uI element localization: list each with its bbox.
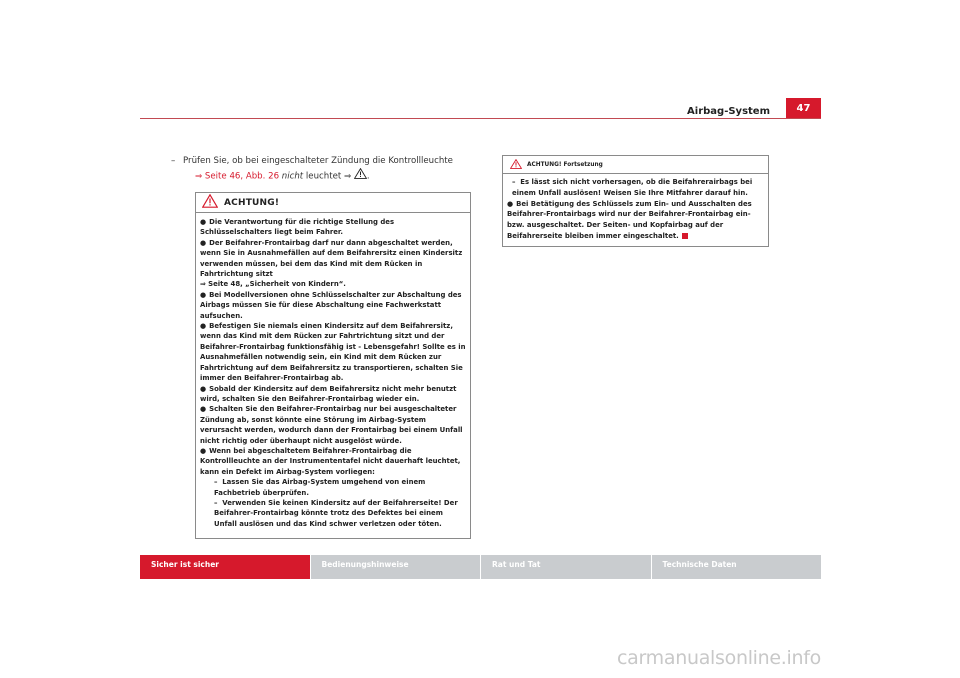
warning-box (195, 192, 471, 539)
footer-tab-technische-daten[interactable]: Technische Daten (652, 555, 822, 579)
intro-emphasis: nicht (281, 171, 304, 182)
warning-box-header (196, 193, 470, 212)
intro-dash: – (171, 156, 176, 166)
warning-subitem: – Lassen Sie das Airbag-System umgehend von einem Fachbetrieb überprüfen. (214, 478, 426, 497)
warning-item: ● Befestigen Sie niemals einen Kindersitz auf dem Beifahrersitz, wenn das Kind mit dem Rücken zur Fahrtrichtung sitzt und der Beifahrer-Frontairbag funktionsfähig ist - Lebensgefahr! Sollte es in Ausnahmefällen notwendig sein, ein Kind mit dem Rücken zur Fahrtrichtung auf dem Beifahrersitz zu transportieren, schalten Sie immer den Beifahrer-Frontairbag ab. (200, 322, 466, 383)
warning-item: ● Sobald der Kindersitz auf dem Beifahrersitz nicht mehr benutzt wird, schalten Sie den Beifahrer-Frontairbag wieder ein. (200, 384, 457, 403)
warning-triangle-icon (202, 194, 218, 211)
warning-item: ● Wenn bei abgeschaltetem Beifahrer-Frontairbag die Kontrollleuchte an der Instrumententafel nicht dauerhaft leuchtet, kann ein Defekt im Airbag-System vorliegen: (200, 446, 461, 476)
intro-end: . (366, 171, 370, 182)
warning-subitem: – Verwenden Sie keinen Kindersitz auf der Beifahrerseite! Der Beifahrer-Frontairbag könnte trotz des Defektes bei einem Unfall auslösen und das Kind schwer verletzen oder töten. (214, 498, 458, 528)
page-reference-link[interactable]: ⇒ Seite 46, Abb. 26 (195, 171, 280, 182)
page-number: 47 (786, 98, 821, 118)
header-rule (140, 118, 821, 119)
continuation-item: ● Bei Betätigung des Schlüssels zum Ein- und Ausschalten des Beifahrer-Frontairbags wird nur der Beifahrer-Frontairbag ein- bzw. ausgeschaltet. Der Seiten- und Kopfairbag auf der Beifahrerseite bleiben immer eingeschaltet. (507, 199, 752, 240)
footer-tab-bedienungshinweise[interactable]: Bedienungshinweise (311, 555, 481, 579)
continuation-subitem: – Es lässt sich nicht vorhersagen, ob die Beifahrerairbags bei einem Unfall auslösen! Weisen Sie Ihre Mitfahrer darauf hin. (512, 178, 753, 197)
section-end-marker (682, 233, 688, 239)
warning-item: ● Die Verantwortung für die richtige Stellung des Schlüsselschalters liegt beim Fahrer. (200, 218, 395, 237)
warning-item: ● Der Beifahrer-Frontairbag darf nur dann abgeschaltet werden, wenn Sie in Ausnahmefällen auf dem Beifahrersitz einen Kindersitz verwenden müssen, bei dem das Kind mit dem Rücken in Fahrtrichtung sitzt ⇒ Seite 48, „Sicherheit von Kindern“. (200, 238, 463, 289)
footer-tab-rat-und-tat[interactable]: Rat und Tat (481, 555, 651, 579)
intro-paragraph (171, 155, 483, 184)
warning-triangle-icon (510, 159, 522, 171)
section-title: Airbag-System (687, 106, 770, 117)
intro-tail: leuchtet ⇒ (303, 171, 354, 182)
continuation-box-title: ACHTUNG! Fortsetzung (527, 161, 603, 168)
warning-item: ● Bei Modellversionen ohne Schlüsselschalter zur Abschaltung des Airbags müssen Sie für diese Abschaltung eine Fachwerkstatt aufsuchen. (200, 290, 462, 320)
warning-triangle-icon (354, 168, 367, 184)
watermark: carmanualsonline.info (617, 647, 821, 669)
warning-box-body (196, 213, 470, 529)
warning-continuation-box (502, 155, 769, 247)
intro-text: Prüfen Sie, ob bei eingeschalteter Zündung die Kontrollleuchte (183, 156, 453, 166)
footer-tab-sicher-ist-sicher[interactable]: Sicher ist sicher (140, 555, 310, 579)
continuation-box-body (503, 174, 768, 242)
footer-navigation (140, 555, 821, 579)
warning-box-title: ACHTUNG! (224, 197, 280, 208)
page-reference-link[interactable]: ⇒ Seite 48, „Sicherheit von Kindern“. (200, 280, 346, 289)
continuation-box-header (503, 156, 768, 173)
warning-item: ● Schalten Sie den Beifahrer-Frontairbag nur bei ausgeschalteter Zündung ab, sonst könnte eine Störung im Airbag-System verursacht werden, wodurch dann der Frontairbag bei einem Unfall nicht richtig oder überhaupt nicht ausgelöst würde. (200, 405, 463, 445)
